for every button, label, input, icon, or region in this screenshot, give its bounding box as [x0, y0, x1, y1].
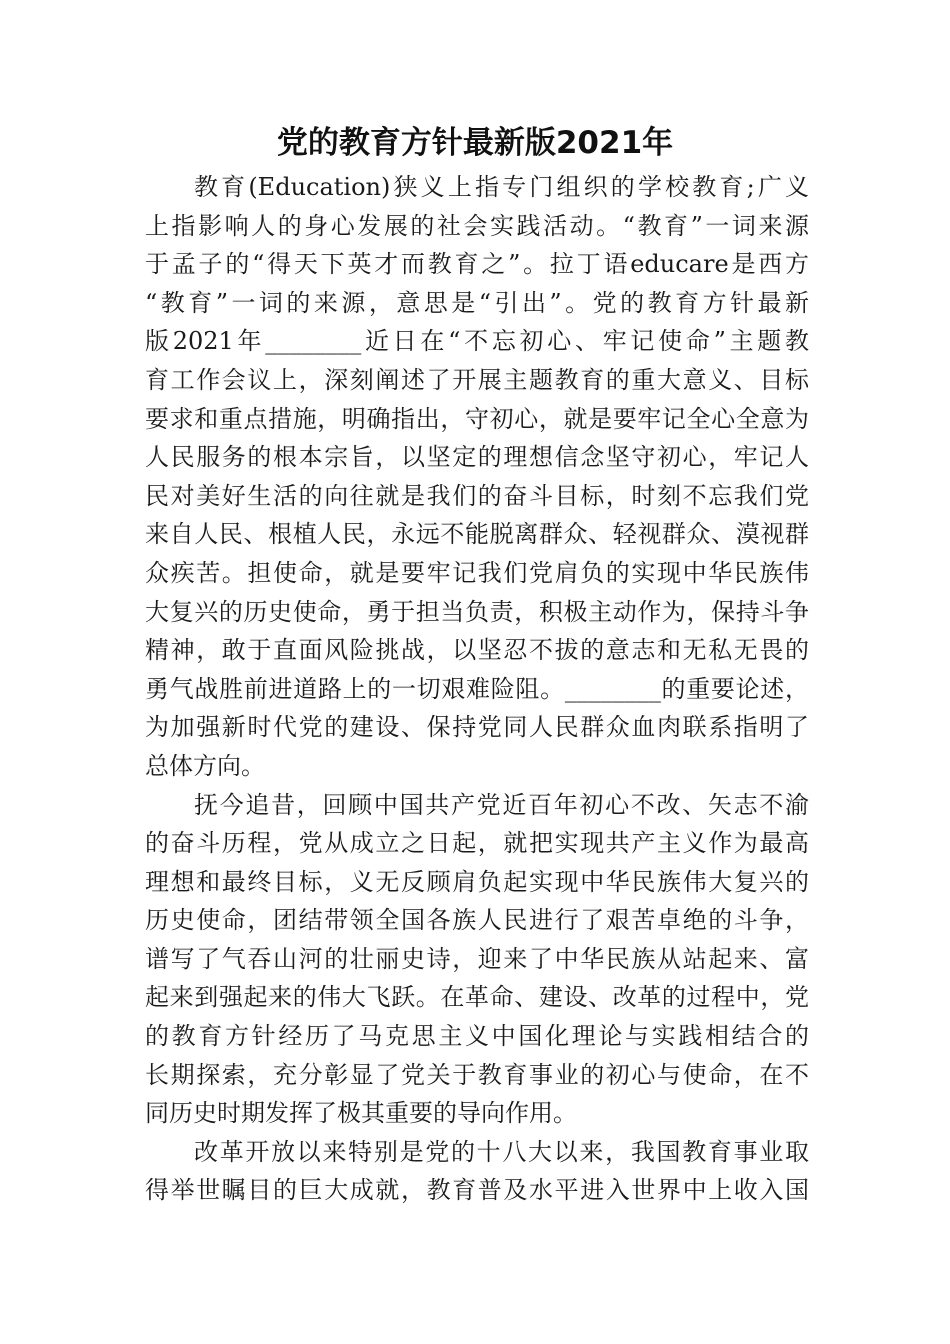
- paragraph-2: [145, 786, 809, 1133]
- paragraph-line: 众疾苦。担使命，就是要牢记我们党肩负的实现中华民族伟: [145, 558, 809, 587]
- paragraph-line: 谱写了气吞山河的壮丽史诗，迎来了中华民族从站起来、富: [145, 944, 809, 973]
- paragraph-line: 勇气战胜前进道路上的一切艰难险阻。________的重要论述，: [145, 674, 809, 703]
- paragraph-line: 总体方向。: [145, 751, 265, 780]
- paragraph-line: 起来到强起来的伟大飞跃。在革命、建设、改革的过程中，党: [145, 983, 809, 1012]
- paragraph-line: 长期探索，充分彰显了党关于教育事业的初心与使命，在不: [145, 1060, 809, 1089]
- paragraph-1: [145, 168, 809, 786]
- paragraph-line: 为加强新时代党的建设、保持党同人民群众血肉联系指明了: [145, 713, 809, 742]
- paragraph-line: 同历史时期发挥了极其重要的导向作用。: [145, 1099, 577, 1128]
- paragraph-line: 育工作会议上，深刻阐述了开展主题教育的重大意义、目标: [145, 365, 809, 394]
- paragraph-line: 上指影响人的身心发展的社会实践活动。“教育”一词来源: [145, 211, 809, 240]
- paragraph-line: 版2021年________近日在“不忘初心、牢记使命”主题教: [145, 327, 809, 356]
- document-body: [145, 168, 809, 1210]
- paragraph-line: 人民服务的根本宗旨，以坚定的理想信念坚守初心，牢记人: [145, 443, 809, 472]
- paragraph-line: “教育”一词的来源，意思是“引出”。党的教育方针最新: [145, 288, 809, 317]
- paragraph-line: 于孟子的“得天下英才而教育之”。拉丁语educare是西方: [145, 250, 809, 279]
- paragraph-line: 精神，敢于直面风险挑战，以坚忍不拔的意志和无私无畏的: [145, 636, 809, 665]
- paragraph-3: [145, 1133, 809, 1210]
- document-title: 党的教育方针最新版2021年: [276, 125, 674, 161]
- paragraph-line: 改革开放以来特别是党的十八大以来，我国教育事业取: [194, 1137, 809, 1166]
- paragraph-line: 理想和最终目标，义无反顾肩负起实现中华民族伟大复兴的: [145, 867, 809, 896]
- paragraph-line: 来自人民、根植人民，永远不能脱离群众、轻视群众、漠视群: [145, 520, 809, 549]
- paragraph-line: 得举世瞩目的巨大成就，教育普及水平进入世界中上收入国: [145, 1176, 809, 1205]
- paragraph-line: 的奋斗历程，党从成立之日起，就把实现共产主义作为最高: [145, 829, 809, 858]
- paragraph-line: 民对美好生活的向往就是我们的奋斗目标，时刻不忘我们党: [145, 481, 809, 510]
- paragraph-line: 要求和重点措施，明确指出，守初心，就是要牢记全心全意为: [145, 404, 809, 433]
- paragraph-line: 教育(Education)狭义上指专门组织的学校教育;广义: [194, 173, 809, 201]
- paragraph-line: 抚今追昔，回顾中国共产党近百年初心不改、矢志不渝: [194, 790, 809, 819]
- paragraph-line: 的教育方针经历了马克思主义中国化理论与实践相结合的: [145, 1022, 809, 1051]
- paragraph-line: 大复兴的历史使命，勇于担当负责，积极主动作为，保持斗争: [145, 597, 809, 626]
- paragraph-line: 历史使命，团结带领全国各族人民进行了艰苦卓绝的斗争，: [145, 906, 809, 935]
